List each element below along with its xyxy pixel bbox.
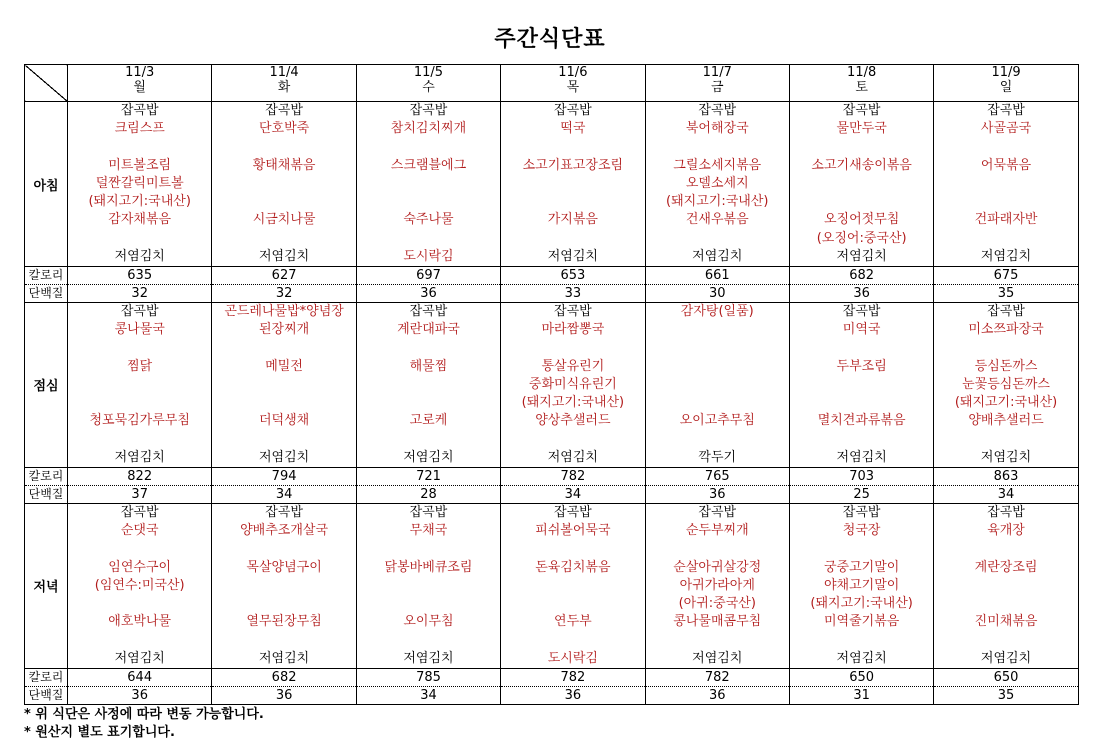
menu-item: 건파래자반 (974, 212, 1038, 228)
menu-item: 저염김치 (692, 248, 743, 264)
protein-value: 32 (212, 285, 356, 303)
menu-item: 열무된장무침 (246, 614, 322, 630)
menu-item: 저염김치 (980, 449, 1032, 465)
day-date: 11/9 (991, 65, 1021, 80)
protein-value: 34 (501, 485, 645, 503)
calorie-value: 653 (501, 266, 645, 284)
menu-item: 돈육김치볶음 (535, 559, 611, 575)
corner-diagonal-cell (25, 65, 68, 102)
meal-cell (789, 303, 933, 468)
menu-item: 양배추조개살국 (240, 523, 329, 539)
protein-value: 33 (501, 285, 645, 303)
day-date: 11/5 (413, 65, 444, 80)
menu-item: 아귀가라아게 (679, 577, 755, 593)
day-name: 목 (566, 80, 580, 95)
menu-item: 메밀전 (265, 358, 303, 374)
calorie-value: 822 (68, 467, 212, 485)
menu-item: 고로케 (409, 413, 448, 429)
menu-item: 미트볼조림 (108, 157, 172, 173)
menu-item: 청포묵김가루무침 (89, 413, 190, 429)
menu-item: 잡곡밥 (409, 304, 448, 320)
day-name: 월 (133, 80, 146, 95)
menu-item: 저염김치 (258, 248, 310, 264)
meal-cell (789, 504, 933, 669)
menu-item: 잡곡밥 (265, 505, 303, 521)
menu-item: 미소쯔파장국 (968, 322, 1044, 338)
menu-item: 도시락김 (547, 650, 598, 666)
menu-item: 마라짬뽕국 (541, 322, 605, 338)
protein-value: 36 (501, 686, 645, 704)
menu-item: 미역줄기볶음 (823, 614, 900, 630)
weekly-menu-table (24, 64, 1079, 705)
menu-item: 잡곡밥 (265, 103, 303, 119)
menu-item: 크림스프 (114, 121, 165, 137)
meal-cell (356, 303, 500, 468)
menu-item: 저염김치 (836, 248, 887, 264)
menu-item: 황태채볶음 (252, 157, 316, 173)
lunch-row (25, 303, 1079, 468)
calorie-value: 785 (356, 668, 500, 686)
menu-item: 어묵볶음 (980, 157, 1032, 173)
menu-item: (돼지고기:국내산) (666, 194, 769, 210)
protein-value: 36 (212, 686, 356, 704)
menu-item: 오델소세지 (685, 175, 749, 191)
calorie-value: 703 (789, 467, 933, 485)
protein-value: 34 (356, 686, 500, 704)
menu-item: 참치김치찌개 (390, 121, 467, 137)
menu-item: 찜닭 (127, 358, 153, 374)
menu-item: 잡곡밥 (120, 304, 159, 320)
breakfast-calorie-row (25, 266, 1079, 284)
day-date: 11/8 (847, 65, 877, 80)
menu-item: 눈꽃등심돈까스 (962, 376, 1050, 392)
protein-value: 25 (789, 485, 933, 503)
protein-label: 단백질 (25, 485, 68, 503)
protein-value: 34 (212, 485, 356, 503)
protein-label: 단백질 (25, 285, 68, 303)
menu-item: 저염김치 (547, 449, 598, 465)
menu-item: 야채고기말이 (823, 577, 900, 593)
menu-item: 잡곡밥 (120, 505, 159, 521)
header-row (25, 65, 1079, 102)
menu-item: (돼지고기:국내산) (88, 194, 191, 210)
lunch-label: 점심 (25, 303, 68, 468)
day-header (789, 65, 933, 102)
calorie-value: 782 (501, 668, 645, 686)
menu-item: 저염김치 (692, 650, 743, 666)
menu-item: 저염김치 (980, 650, 1032, 666)
menu-item: 저염김치 (258, 449, 310, 465)
menu-item: 미역국 (842, 322, 881, 338)
menu-item: 순두부찌개 (685, 523, 749, 539)
menu-item: 저염김치 (403, 449, 454, 465)
day-header (645, 65, 789, 102)
meal-cell (212, 303, 356, 468)
meal-cell (934, 102, 1078, 267)
calorie-value: 661 (645, 266, 789, 284)
calorie-value: 782 (501, 467, 645, 485)
menu-item: 소고기새송이볶음 (811, 157, 912, 173)
day-name: 토 (855, 80, 868, 95)
menu-item: 계란장조림 (974, 559, 1038, 575)
protein-value: 30 (645, 285, 789, 303)
menu-item: 더덕생채 (258, 413, 310, 429)
menu-item: (돼지고기:국내산) (810, 596, 913, 612)
menu-item: 사골곰국 (980, 121, 1032, 137)
menu-item: 잡곡밥 (987, 505, 1025, 521)
protein-value: 36 (645, 485, 789, 503)
menu-item: 곤드레나물밥*양념장 (224, 304, 344, 320)
day-header (934, 65, 1078, 102)
menu-item: 무채국 (409, 523, 448, 539)
menu-item: 애호박나물 (108, 614, 172, 630)
menu-item: 감자채볶음 (108, 212, 172, 228)
meal-cell (501, 102, 645, 267)
menu-item: 잡곡밥 (120, 103, 159, 119)
menu-item: 저염김치 (114, 449, 165, 465)
calorie-value: 794 (212, 467, 356, 485)
menu-item: 계란대파국 (397, 322, 460, 338)
menu-item: 물만두국 (836, 121, 887, 137)
menu-item: 잡곡밥 (842, 304, 881, 320)
calorie-label: 칼로리 (25, 668, 68, 686)
menu-item: 건새우볶음 (685, 212, 749, 228)
protein-value: 28 (356, 485, 500, 503)
breakfast-row (25, 102, 1079, 267)
note-change: * 위 식단은 사정에 따라 변동 가능합니다. (24, 707, 264, 722)
protein-value: 32 (68, 285, 212, 303)
protein-value: 36 (68, 686, 212, 704)
menu-item: 등심돈까스 (974, 358, 1038, 374)
meal-cell (645, 504, 789, 669)
day-name: 금 (710, 80, 724, 95)
dinner-calorie-row (25, 668, 1079, 686)
menu-item: 순댓국 (120, 523, 159, 539)
menu-item: 잡곡밥 (842, 103, 881, 119)
menu-item: 소고기표고장조림 (522, 157, 624, 173)
calorie-value: 682 (212, 668, 356, 686)
menu-item: 저염김치 (114, 650, 165, 666)
protein-value: 31 (789, 686, 933, 704)
menu-item: 저염김치 (836, 449, 887, 465)
menu-item: 저염김치 (980, 248, 1032, 264)
calorie-value: 644 (68, 668, 212, 686)
day-header (212, 65, 356, 102)
calorie-value: 697 (356, 266, 500, 284)
menu-item: 해물찜 (409, 358, 448, 374)
menu-item: 도시락김 (403, 248, 454, 264)
menu-item: 단호박죽 (258, 121, 310, 137)
menu-item: 닭봉바베큐조림 (384, 559, 473, 575)
menu-item: 시금치나물 (252, 212, 316, 228)
menu-item: 목살양념구이 (246, 559, 322, 575)
menu-item: 잡곡밥 (554, 103, 592, 119)
menu-item: 연두부 (554, 614, 592, 630)
meal-cell (68, 102, 212, 267)
menu-item: 잡곡밥 (842, 505, 881, 521)
calorie-value: 635 (68, 266, 212, 284)
protein-value: 37 (68, 485, 212, 503)
page-title: 주간식단표 (494, 27, 606, 52)
day-header (501, 65, 645, 102)
meal-cell (356, 504, 500, 669)
meal-cell (212, 504, 356, 669)
menu-item: 잡곡밥 (409, 103, 448, 119)
calorie-value: 721 (356, 467, 500, 485)
meal-cell (68, 504, 212, 669)
breakfast-label: 아침 (25, 102, 68, 267)
calorie-label: 칼로리 (25, 266, 68, 284)
calorie-value: 782 (645, 668, 789, 686)
meal-cell (934, 504, 1078, 669)
menu-item: (돼지고기:국내산) (521, 395, 625, 411)
day-name: 수 (422, 80, 435, 95)
menu-item: 순살아귀살강정 (673, 559, 762, 575)
menu-item: 저염김치 (836, 650, 887, 666)
day-header (68, 65, 212, 102)
menu-item: 양배추샐러드 (968, 413, 1044, 429)
menu-item: 잡곡밥 (554, 304, 592, 320)
menu-item: 저염김치 (114, 248, 165, 264)
protein-value: 36 (356, 285, 500, 303)
menu-item: 스크램블에그 (390, 157, 467, 173)
menu-item: (오징어:중국산) (816, 230, 907, 246)
meal-cell (501, 504, 645, 669)
menu-item: 잡곡밥 (409, 505, 448, 521)
menu-item: 잡곡밥 (554, 505, 592, 521)
menu-item: 덜짠갈릭미트볼 (95, 175, 184, 191)
protein-value: 34 (934, 485, 1078, 503)
dinner-row (25, 504, 1079, 669)
menu-item: 궁중고기말이 (823, 559, 900, 575)
menu-item: 멸치견과류볶음 (817, 413, 906, 429)
protein-value: 36 (789, 285, 933, 303)
day-name: 화 (277, 80, 291, 95)
menu-item: 떡국 (560, 121, 586, 137)
meal-cell (501, 303, 645, 468)
menu-item: 잡곡밥 (987, 304, 1025, 320)
calorie-value: 675 (934, 266, 1078, 284)
menu-item: 청국장 (842, 523, 881, 539)
meal-cell (934, 303, 1078, 468)
lunch-calorie-row (25, 467, 1079, 485)
day-name: 일 (999, 80, 1013, 95)
menu-item: 저염김치 (258, 650, 310, 666)
menu-item: 가지볶음 (547, 212, 598, 228)
menu-item: 오징어젓무침 (823, 212, 900, 228)
dinner-protein-row (25, 686, 1079, 704)
day-date: 11/6 (558, 65, 588, 80)
menu-item: 피쉬볼어묵국 (535, 523, 611, 539)
menu-item: 저염김치 (547, 248, 598, 264)
meal-cell (356, 102, 500, 267)
menu-item: 그릴소세지볶음 (673, 157, 762, 173)
protein-value: 36 (645, 686, 789, 704)
note-origin: * 원산지 별도 표기합니다. (24, 725, 175, 740)
menu-item: 콩나물국 (114, 322, 165, 338)
protein-value: 35 (934, 686, 1078, 704)
menu-item: 깍두기 (698, 449, 737, 465)
menu-item: 두부조림 (836, 358, 887, 374)
calorie-value: 650 (789, 668, 933, 686)
meal-cell (68, 303, 212, 468)
menu-item: 잡곡밥 (698, 505, 737, 521)
calorie-value: 765 (645, 467, 789, 485)
breakfast-protein-row (25, 285, 1079, 303)
calorie-value: 682 (789, 266, 933, 284)
calorie-label: 칼로리 (25, 467, 68, 485)
menu-item: (임연수:미국산) (94, 577, 185, 593)
menu-item: 양상추샐러드 (535, 413, 611, 429)
lunch-protein-row (25, 485, 1079, 503)
meal-cell (212, 102, 356, 267)
menu-item: 임연수구이 (108, 559, 172, 575)
menu-item: 감자탕(일품) (680, 304, 754, 320)
menu-item: 오이무침 (403, 614, 454, 630)
menu-item: (돼지고기:국내산) (954, 395, 1058, 411)
menu-item: 통살유린기 (541, 358, 605, 374)
menu-item: 저염김치 (403, 650, 454, 666)
menu-item: 북어해장국 (685, 121, 749, 137)
calorie-value: 627 (212, 266, 356, 284)
protein-label: 단백질 (25, 686, 68, 704)
calorie-value: 863 (934, 467, 1078, 485)
calorie-value: 650 (934, 668, 1078, 686)
menu-item: 콩나물매콤무침 (673, 614, 762, 630)
menu-item: 진미채볶음 (974, 614, 1038, 630)
menu-item: 된장찌개 (258, 322, 310, 338)
dinner-label: 저녁 (25, 504, 68, 669)
day-date: 11/4 (269, 65, 299, 80)
menu-item: 숙주나물 (403, 212, 454, 228)
menu-item: 육개장 (987, 523, 1025, 539)
meal-cell (789, 102, 933, 267)
meal-cell (645, 102, 789, 267)
menu-item: (아귀:중국산) (678, 596, 756, 612)
menu-item: 잡곡밥 (698, 103, 737, 119)
protein-value: 35 (934, 285, 1078, 303)
notes (24, 706, 264, 742)
day-date: 11/7 (702, 65, 732, 80)
menu-item: 잡곡밥 (987, 103, 1025, 119)
day-header (356, 65, 500, 102)
menu-item: 오이고추무침 (679, 413, 755, 429)
meal-cell (645, 303, 789, 468)
menu-item: 중화미식유린기 (528, 376, 617, 392)
day-date: 11/3 (125, 65, 155, 80)
